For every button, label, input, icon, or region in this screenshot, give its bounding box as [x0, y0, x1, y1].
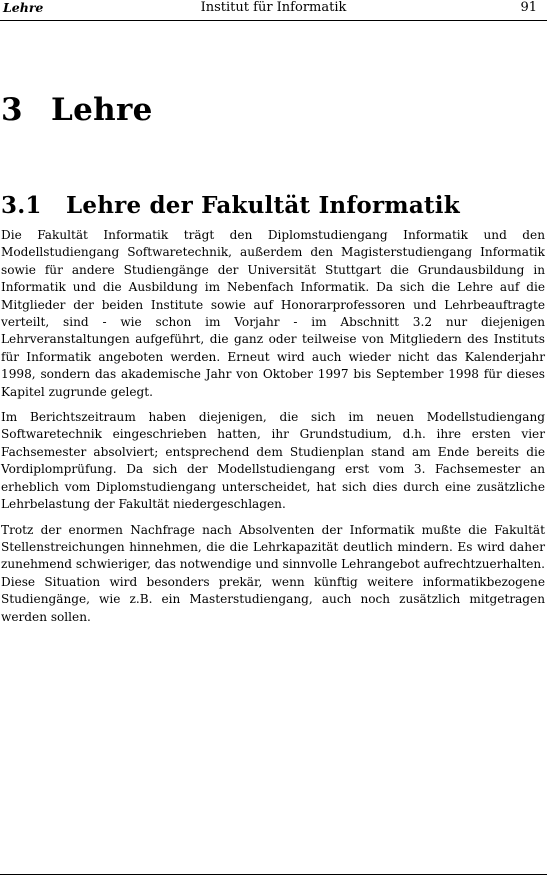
header-rule	[0, 20, 547, 21]
header-institute-name: Institut für Informatik	[200, 0, 347, 15]
section-number: 3.1	[1, 192, 42, 219]
section-title: Lehre der Fakultät Informatik	[66, 192, 460, 219]
header-chapter-name: Lehre	[3, 0, 44, 15]
paragraph: Im Berichtszeitraum haben diejenigen, die sich im neuen Modellstudiengang Softwaretechnik eingeschrieben hatten, ihr Grundstudium, d.h. ihre ersten vier Fachsemester absolviert; entsprechend dem Studienplan stand am Ende bereits die Vordiplomprüfung. Da sich der Modellstudiengang erst vom 3. Fachsemester an erheblich vom Diplomstudiengang unterscheidet, hat sich dies durch eine zusätzliche Lehrbelastung der Fakultät niedergeschlagen.	[1, 410, 545, 512]
section-heading	[1, 192, 460, 219]
chapter-number: 3	[1, 92, 23, 128]
footer-rule	[0, 874, 547, 875]
chapter-heading	[1, 92, 153, 128]
paragraph: Die Fakultät Informatik trägt den Diplomstudiengang Informatik und den Modellstudiengang Softwaretechnik, außerdem den Magisterstudiengang Informatik sowie für andere Studiengänge der Universität Stuttgart die Grundausbildung in Informatik und die Ausbildung im Nebenfach Informatik. Da sich die Lehre auf die Mitglieder der beiden Institute sowie auf Honorarprofessoren und Lehrbeauftragte verteilt, sind - wie schon im Vorjahr - im Abschnitt 3.2 nur diejenigen Lehrveranstaltungen aufgeführt, die ganz oder teilweise von Mitgliedern des Instituts für Informatik angeboten werden. Erneut wird auch wieder nicht das Kalenderjahr 1998, sondern das akademische Jahr von Oktober 1997 bis September 1998 für dieses Kapitel zugrunde gelegt.	[1, 228, 545, 399]
page-number: 91	[520, 0, 537, 15]
chapter-title: Lehre	[51, 92, 153, 128]
running-header	[0, 0, 547, 20]
paragraph: Trotz der enormen Nachfrage nach Absolventen der Informatik mußte die Fakultät Stellenstreichungen hinnehmen, die die Lehrkapazität deutlich mindern. Es wird daher zunehmend schwieriger, das notwendige und sinnvolle Lehrangebot aufrechtzuerhalten. Diese Situation wird besonders prekär, wenn künftig weitere informatikbezogene Studiengänge, wie z.B. ein Masterstudiengang, auch noch zusätzlich mitgetragen werden sollen.	[1, 522, 545, 624]
body-text	[1, 227, 545, 634]
